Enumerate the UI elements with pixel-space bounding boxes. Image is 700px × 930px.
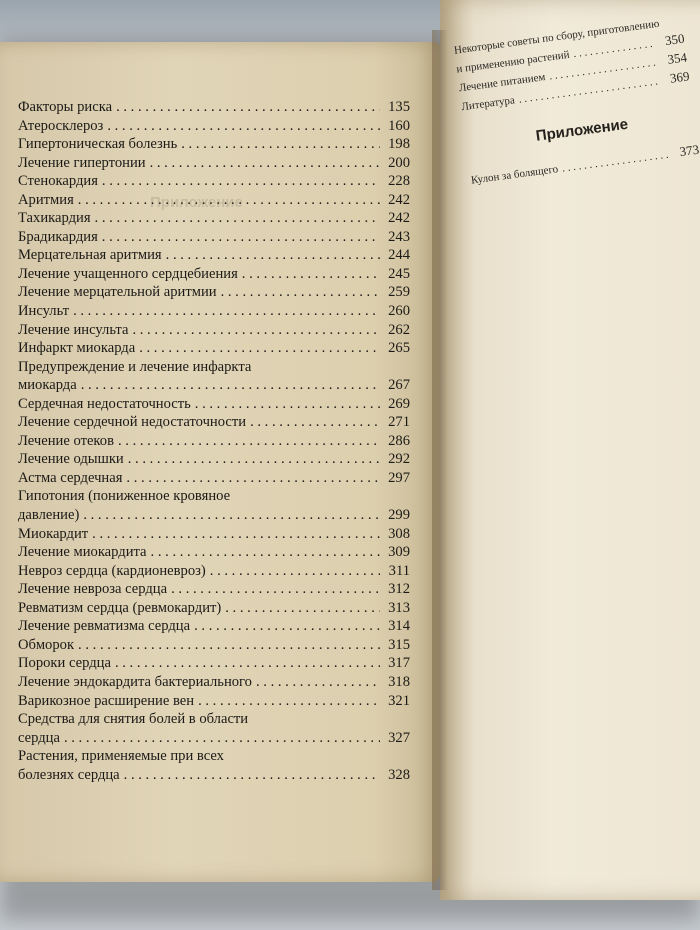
toc-entry — [18, 487, 410, 524]
toc-entry-page: 242 — [388, 210, 410, 227]
dot-leader — [118, 432, 380, 451]
toc-entry — [18, 265, 410, 284]
toc-entry-title: Лечение одышки — [18, 451, 124, 468]
toc-entry-page: 269 — [388, 395, 410, 412]
dot-leader — [81, 376, 380, 395]
toc-entry-title: Аритмия — [18, 191, 74, 208]
toc-entry-title: Лечение миокардита — [18, 544, 147, 561]
toc-entry — [18, 580, 410, 599]
toc-entry-title-first-line: Некоторые советы по сбору, приготовлению — [453, 17, 660, 57]
dot-leader — [83, 506, 380, 525]
toc-entry-title: миокарда — [18, 377, 77, 394]
dot-leader — [166, 246, 380, 265]
toc-entry-page: 135 — [388, 99, 410, 115]
toc-entry — [18, 654, 410, 673]
dot-leader — [116, 98, 380, 117]
toc-entry — [18, 283, 410, 302]
toc-entry — [18, 154, 410, 173]
toc-entry-title: Лечение сердечной недостаточности — [18, 414, 247, 431]
dot-leader — [78, 636, 380, 655]
toc-entry-page: 244 — [388, 247, 410, 264]
toc-entry — [18, 358, 410, 395]
toc-entry — [18, 339, 410, 358]
dot-leader — [139, 339, 380, 358]
toc-entry-title: Атеросклероз — [18, 117, 104, 134]
toc-entry-page: 242 — [388, 191, 410, 208]
dot-leader — [250, 413, 380, 432]
book-gutter — [432, 30, 448, 890]
toc-entry — [18, 209, 410, 228]
toc-entry-page: 245 — [388, 265, 410, 282]
toc-entry-title: Инсульт — [18, 303, 70, 320]
toc-entry — [18, 413, 410, 432]
toc-entry — [18, 747, 410, 784]
dot-leader — [256, 673, 380, 692]
toc-entry-page: 315 — [388, 636, 410, 653]
toc-entry — [18, 395, 410, 414]
toc-entry-title: Кулон за болящего — [470, 163, 559, 187]
toc-entry — [18, 543, 410, 562]
toc-entry-page: 312 — [388, 581, 410, 598]
toc-entry-title: Астма сердечная — [18, 469, 123, 486]
toc-entry-title: болезнях сердца — [18, 766, 120, 783]
toc-entry — [18, 617, 410, 636]
toc-entry-title: Пороки сердца — [18, 655, 111, 672]
toc-entry-title-first-line: Средства для снятия болей в области — [18, 711, 249, 728]
toc-entry — [18, 228, 410, 247]
toc-entry-title: Гипертоническая болезнь — [18, 136, 178, 153]
right-page-content — [450, 0, 700, 258]
toc-entry — [18, 692, 410, 711]
toc-entry-title: Варикозное расширение вен — [18, 692, 195, 709]
toc-entry-page: 313 — [388, 599, 410, 616]
toc-entry — [18, 562, 410, 581]
toc-entry-title: Ревматизм сердца (ревмокардит) — [18, 599, 222, 616]
dot-leader — [151, 543, 380, 562]
toc-entry — [18, 117, 410, 136]
toc-entry — [18, 135, 410, 154]
toc-entry-title-first-line: Предупреждение и лечение инфаркта — [18, 358, 252, 375]
toc-entry — [18, 710, 410, 747]
toc-entry — [18, 98, 410, 117]
toc-entry-title: Лечение отеков — [18, 432, 114, 449]
toc-entry-page: 314 — [388, 618, 410, 635]
toc-entry-page: 311 — [388, 562, 410, 579]
toc-entry-title: Лечение учащенного сердцебиения — [18, 265, 238, 282]
toc-entry-title: Лечение мерцательной аритмии — [18, 284, 217, 301]
toc-entry-title: Лечение инсульта — [18, 321, 129, 338]
dot-leader — [210, 562, 380, 581]
toc-entry-title: и применению растений — [455, 48, 571, 76]
dot-leader — [128, 450, 380, 469]
toc-entry-title-first-line: Гипотония (пониженное кровяное — [18, 488, 231, 505]
toc-entry — [18, 321, 410, 340]
dot-leader — [102, 228, 380, 247]
toc-entry-page: 318 — [388, 673, 410, 690]
dot-leader — [115, 654, 380, 673]
toc-entry — [18, 450, 410, 469]
toc-entry-title: Брадикардия — [18, 228, 98, 245]
dot-leader — [195, 395, 380, 414]
dot-leader — [194, 617, 380, 636]
toc-entry-title: сердца — [18, 729, 60, 746]
toc-entry — [18, 432, 410, 451]
toc-entry-page: 297 — [388, 469, 410, 486]
toc-entry — [18, 525, 410, 544]
toc-entry-title: Лечение эндокардита бактериального — [18, 673, 252, 690]
toc-entry-page: 271 — [388, 414, 410, 431]
appendix-entry — [470, 141, 700, 190]
dot-leader — [198, 692, 380, 711]
toc-entry-title: Стенокардия — [18, 173, 98, 190]
toc-entry-title: Лечение ревматизма сердца — [18, 618, 191, 635]
toc-entry-page: 259 — [388, 284, 410, 301]
dot-leader — [242, 265, 380, 284]
toc-entry-title: Тахикардия — [18, 210, 91, 227]
appendix-heading: Приложение — [534, 115, 630, 145]
dot-leader — [181, 135, 380, 154]
toc-entry-page: 198 — [388, 136, 410, 153]
toc-entry — [18, 246, 410, 265]
toc-entry-page: 228 — [388, 173, 410, 190]
toc-entry-page: 321 — [388, 692, 410, 709]
toc-entry — [18, 302, 410, 321]
toc-entry-page: 299 — [388, 507, 410, 524]
toc-entry — [18, 599, 410, 618]
right-toc-list — [453, 12, 691, 116]
toc-entry-title: Сердечная недостаточность — [18, 395, 191, 412]
toc-entry-page: 265 — [388, 340, 410, 357]
toc-entry-page: 308 — [388, 525, 410, 542]
toc-entry — [18, 673, 410, 692]
toc-entry-title: Обморок — [18, 636, 75, 653]
toc-entry-title: Литература — [460, 94, 516, 114]
dot-leader — [126, 469, 380, 488]
toc-entry-page: 292 — [388, 451, 410, 468]
toc-entry-page: 286 — [388, 432, 410, 449]
toc-entry-title: Лечение питанием — [458, 71, 547, 95]
dot-leader — [95, 209, 380, 228]
toc-entry — [18, 172, 410, 191]
toc-entry-page: 327 — [388, 729, 410, 746]
toc-entry-page: 267 — [388, 377, 410, 394]
bleed-through-text: Приложение — [150, 194, 243, 211]
dot-leader — [221, 283, 380, 302]
toc-entry-title: давление) — [18, 507, 80, 524]
dot-leader — [107, 117, 380, 136]
toc-entry-page: 309 — [388, 544, 410, 561]
toc-entry-title: Миокардит — [18, 525, 89, 542]
toc-entry-page: 354 — [666, 49, 688, 67]
dot-leader — [73, 302, 380, 321]
dot-leader — [92, 525, 380, 544]
dot-leader — [64, 729, 380, 748]
toc-entry-title: Инфаркт миокарда — [18, 340, 136, 357]
toc-entry-page: 200 — [388, 154, 410, 171]
toc-entry — [18, 636, 410, 655]
toc-entry-page: 328 — [388, 766, 410, 783]
dot-leader — [124, 766, 380, 785]
toc-entry-title: Мерцательная аритмия — [18, 247, 162, 264]
toc-entry-page: 243 — [388, 228, 410, 245]
toc-entry-page: 160 — [388, 117, 410, 134]
toc-entry-page: 350 — [664, 30, 686, 49]
toc-entry-title: Лечение гипертонии — [18, 154, 146, 171]
toc-entry — [18, 469, 410, 488]
toc-entry-page: 317 — [388, 655, 410, 672]
toc-entry-page: 260 — [388, 303, 410, 320]
toc-entry-title: Факторы риска — [18, 99, 113, 115]
toc-entry-title: Лечение невроза сердца — [18, 581, 168, 598]
dot-leader — [150, 154, 380, 173]
toc-entry-page: 369 — [669, 68, 691, 86]
toc-entry-page: 262 — [388, 321, 410, 338]
dot-leader — [132, 321, 380, 340]
dot-leader — [561, 146, 671, 178]
dot-leader — [102, 172, 380, 191]
toc-entry-title-first-line: Растения, применяемые при всех — [18, 748, 224, 765]
toc-entry-page: 373 — [678, 141, 700, 160]
toc-entry-title: Невроз сердца (кардионевроз) — [18, 562, 206, 579]
dot-leader — [225, 599, 380, 618]
dot-leader — [171, 580, 380, 599]
